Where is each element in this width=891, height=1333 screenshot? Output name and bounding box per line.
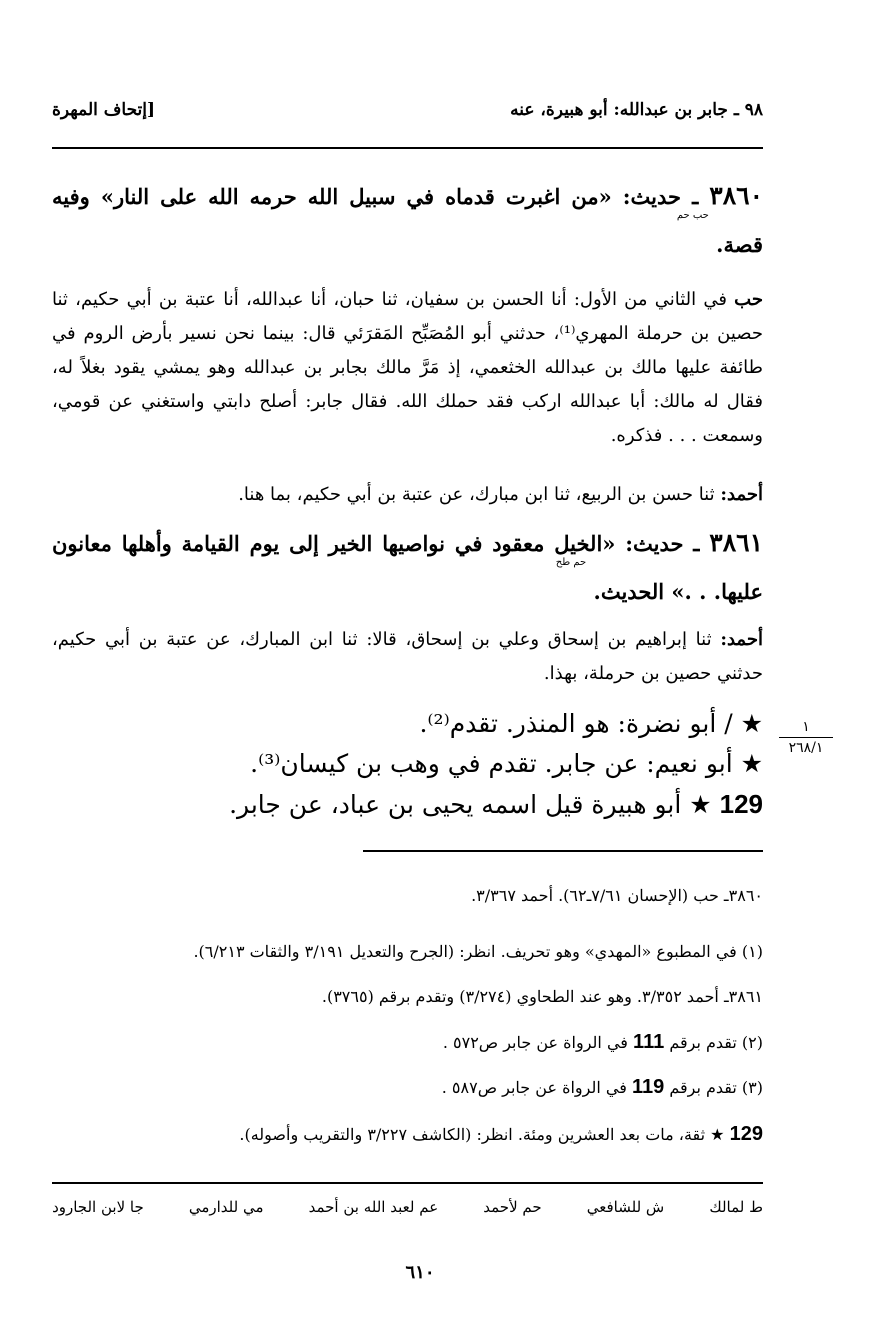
hadith-text: ـ حديث: «الخيل معقود في نواصيها الخير إلى يوم القيامة وأهلها معانون عليها. . .» الحديث. (52, 531, 763, 604)
legend-item: ط لمالك (709, 1198, 763, 1216)
entry-text: ★ أبو هبيرة قيل اسمه يحيى بن عباد، عن جابر. (229, 790, 712, 819)
hadith-number: ٣٨٦١ (709, 528, 764, 557)
margin-reference (775, 718, 837, 757)
footnote-3861: ٣٨٦١ـ أحمد ٣/٣٥٢. وهو عند الطحاوي (٣/٢٧٤) وتقدم برقم (٣٧٦٥). (321, 987, 763, 1006)
footnote-text: (٣) تقدم برقم (669, 1078, 763, 1097)
source-siglum: حم طح (555, 557, 587, 568)
legend-item: ش للشافعي (586, 1198, 665, 1216)
footnote-1: (١) في المطبوع «المهدي» وهو تحريف. انظر: (الجرح والتعديل ٣/١٩١ والثقات ٦/٢١٣). (193, 942, 763, 961)
footnote-2 (443, 1030, 763, 1055)
margin-top: ١ (802, 719, 810, 735)
source-label: أحمد: (720, 629, 763, 650)
running-header (52, 92, 763, 128)
narrator-entry: ★ / أبو نضرة: هو المنذر. تقدم⁽²⁾. (419, 709, 763, 738)
footnote-text: في الرواة عن جابر ص٥٧٢ . (442, 1033, 628, 1052)
source-label: حب (734, 289, 763, 310)
source-siglum: حب حم (676, 210, 709, 221)
footnote-number: 111 (633, 1031, 665, 1053)
legend-item: حم لأحمد (483, 1198, 542, 1216)
footnote-text: ★ ثقة، مات بعد العشرين ومئة. انظر: (الكاشف ٣/٢٢٧ والتقريب وأصوله). (239, 1125, 725, 1144)
abbreviation-legend (52, 1198, 763, 1216)
hadith-3861-heading (52, 519, 763, 616)
footnote-number: 129 (729, 1123, 763, 1145)
footnote-3860: ٣٨٦٠ـ حب (الإحسان ٧/٦١ـ٦٢). أحمد ٣/٣٦٧. (471, 886, 763, 905)
isnad-paragraph-ahmad-2 (52, 623, 763, 691)
narrator-entry (52, 784, 763, 825)
book-title: [إتحاف المهرة (52, 100, 156, 120)
hadith-3860-heading (52, 172, 763, 269)
page-number: ٦١٠ (405, 1262, 435, 1283)
footnote-text: في الرواة عن جابر ص٥٨٧ . (441, 1078, 627, 1097)
entry-number: 129 (719, 789, 763, 819)
isnad-paragraph-ahmad (52, 478, 763, 512)
footnote-129 (239, 1122, 763, 1147)
footnote-number: 119 (631, 1076, 665, 1098)
isnad-paragraph-hibban (52, 283, 763, 453)
legend-rule (52, 1182, 763, 1184)
source-label: أحمد: (720, 484, 763, 505)
header-rule (52, 147, 763, 149)
footnote-3 (442, 1075, 763, 1100)
legend-item: عم لعبد الله بن أحمد (308, 1198, 439, 1216)
narrator-entries (52, 704, 763, 825)
footnote-rule (363, 850, 763, 852)
isnad-text: ثنا إبراهيم بن إسحاق وعلي بن إسحاق، قالا: ثنا ابن المبارك، عن عتبة بن أبي حكيم، حدثني حصين بن حرملة، بهذا. (52, 629, 763, 684)
margin-bottom: ٢٦٨/١ (788, 740, 824, 756)
margin-divider (779, 737, 833, 738)
hadith-number: ٣٨٦٠ (709, 181, 763, 210)
legend-item: مي للدارمي (188, 1198, 264, 1216)
footnote-text: (٢) تقدم برقم (669, 1033, 763, 1052)
hadith-text: ـ حديث: «من اغبرت قدماه في سبيل الله حرمه الله على النار» وفيه قصة. (52, 184, 763, 257)
isnad-text: في الثاني من الأول: أنا الحسن بن سفيان، ثنا حبان، أنا عبدالله، أنا عتبة بن أبي حكيم، ثنا حصين بن حرملة المهري⁽¹⁾، حدثني أبو المُصَبِّح المَقرَئي قال: بينما نحن نسير بأرض الروم في طائفة عليها مالك بن عبدالله الخثعمي، إذ مَرَّ مالك بجابر بن عبدالله وهو يمشي يقود بغلاً له، فقال له مالك: أبا عبدالله اركب فقد حملك الله. فقال جابر: أصلح دابتي واستغني عن قومي، وسمعت . . . فذكره. (52, 289, 763, 446)
narrator-entry: ★ أبو نعيم: عن جابر. تقدم في وهب بن كيسان⁽³⁾. (250, 749, 763, 778)
isnad-text: ثنا حسن بن الربيع، ثنا ابن مبارك، عن عتبة بن أبي حكيم، بما هنا. (238, 484, 715, 505)
chapter-title: ٩٨ ـ جابر بن عبدالله: أبو هبيرة، عنه (510, 100, 763, 120)
legend-item: جا لابن الجارود (52, 1198, 144, 1216)
